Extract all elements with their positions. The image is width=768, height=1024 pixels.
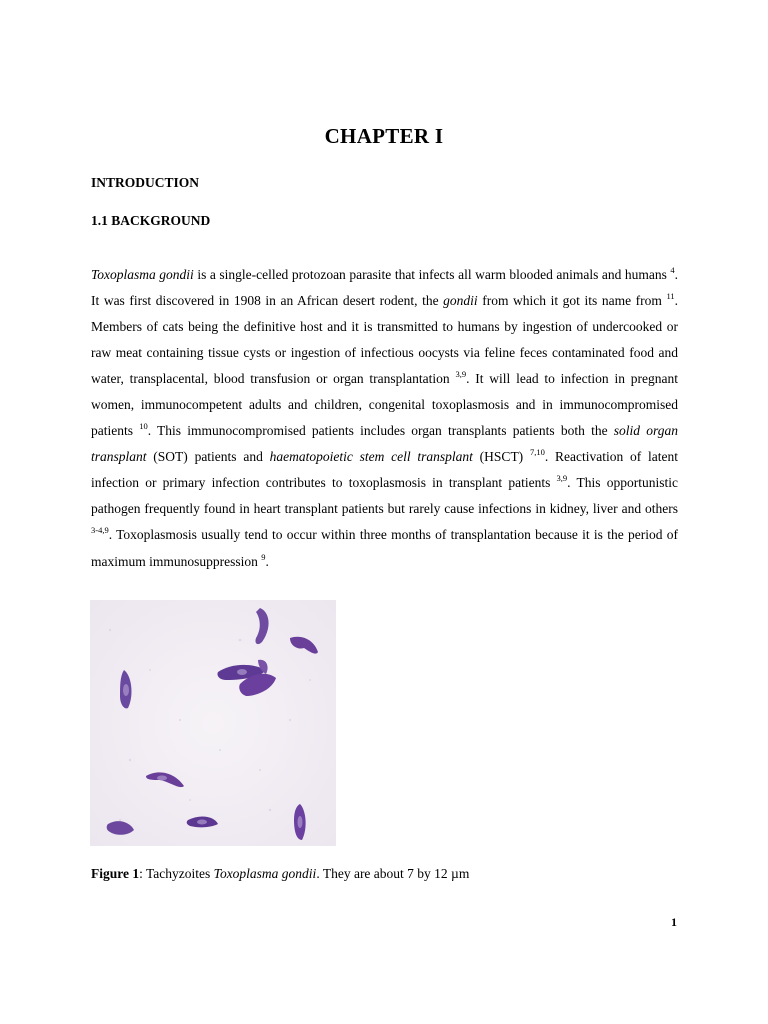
- text-span: . This opportunistic pathogen frequently found in heart transplant patients but rarely cause infections in kidney, liver and others: [91, 475, 678, 517]
- citation: 3,9: [455, 368, 467, 379]
- citation: 3-4,9: [91, 525, 109, 536]
- text-span: is a single-celled protozoan parasite that infects all warm blooded animals and humans: [193, 266, 671, 282]
- text-span: . Reactivation of latent infection or primary infection contributes to toxoplasmosis in transplant patients: [91, 449, 679, 491]
- text-span: . Members of cats being the definitive host and it is transmitted to humans by ingestion of undercooked or raw meat containing tissue cysts or ingestion of infectious oocysts via feline feces contaminated food and water, transplacental, blood transfusion or organ transplantation: [91, 292, 679, 386]
- italic-term: haematopoietic stem cell transplant: [269, 449, 473, 465]
- background-paragraph: [91, 262, 678, 575]
- citation: 10: [139, 421, 148, 432]
- citation: 7,10: [529, 447, 545, 458]
- caption-organism: Toxoplasma gondii: [213, 866, 317, 881]
- text-span: . This immunocompromised patients includes organ transplants patients both the: [147, 423, 614, 439]
- organism-name: Toxoplasma gondii: [91, 266, 194, 282]
- figure-label: Figure 1: [91, 866, 140, 881]
- text-span: (HSCT): [472, 449, 530, 465]
- micrograph-illustration: [90, 600, 336, 846]
- heading-background: 1.1 BACKGROUND: [91, 213, 211, 228]
- text-span: (SOT) patients and: [146, 449, 270, 465]
- text-span: . Toxoplasmosis usually tend to occur within three months of transplantation because it is the period of maximum immunosuppression: [91, 527, 678, 569]
- citation: 4: [670, 264, 675, 275]
- text-span: .: [265, 553, 269, 569]
- figure-caption: [91, 866, 469, 882]
- heading-introduction: INTRODUCTION: [91, 175, 200, 190]
- tachyzoite-micrograph: [90, 600, 336, 846]
- caption-text: : Tachyzoites: [139, 866, 214, 881]
- text-span: . It was first discovered in 1908 in an African desert rodent, the: [91, 266, 678, 308]
- text-span: from which it got its name from: [477, 292, 667, 308]
- chapter-title: CHAPTER I: [324, 124, 444, 148]
- text-span: . It will lead to infection in pregnant women, immunocompetent adults and children, congenital toxoplasmosis and in immunocompromised patients: [91, 370, 678, 439]
- page-number: 1: [671, 915, 677, 929]
- citation: 9: [261, 551, 266, 562]
- citation: 3,9: [556, 473, 568, 484]
- italic-term: solid organ transplant: [91, 423, 678, 465]
- italic-term: gondii: [443, 292, 478, 308]
- caption-text: . They are about 7 by 12 µm: [316, 866, 470, 881]
- citation: 11: [666, 290, 675, 301]
